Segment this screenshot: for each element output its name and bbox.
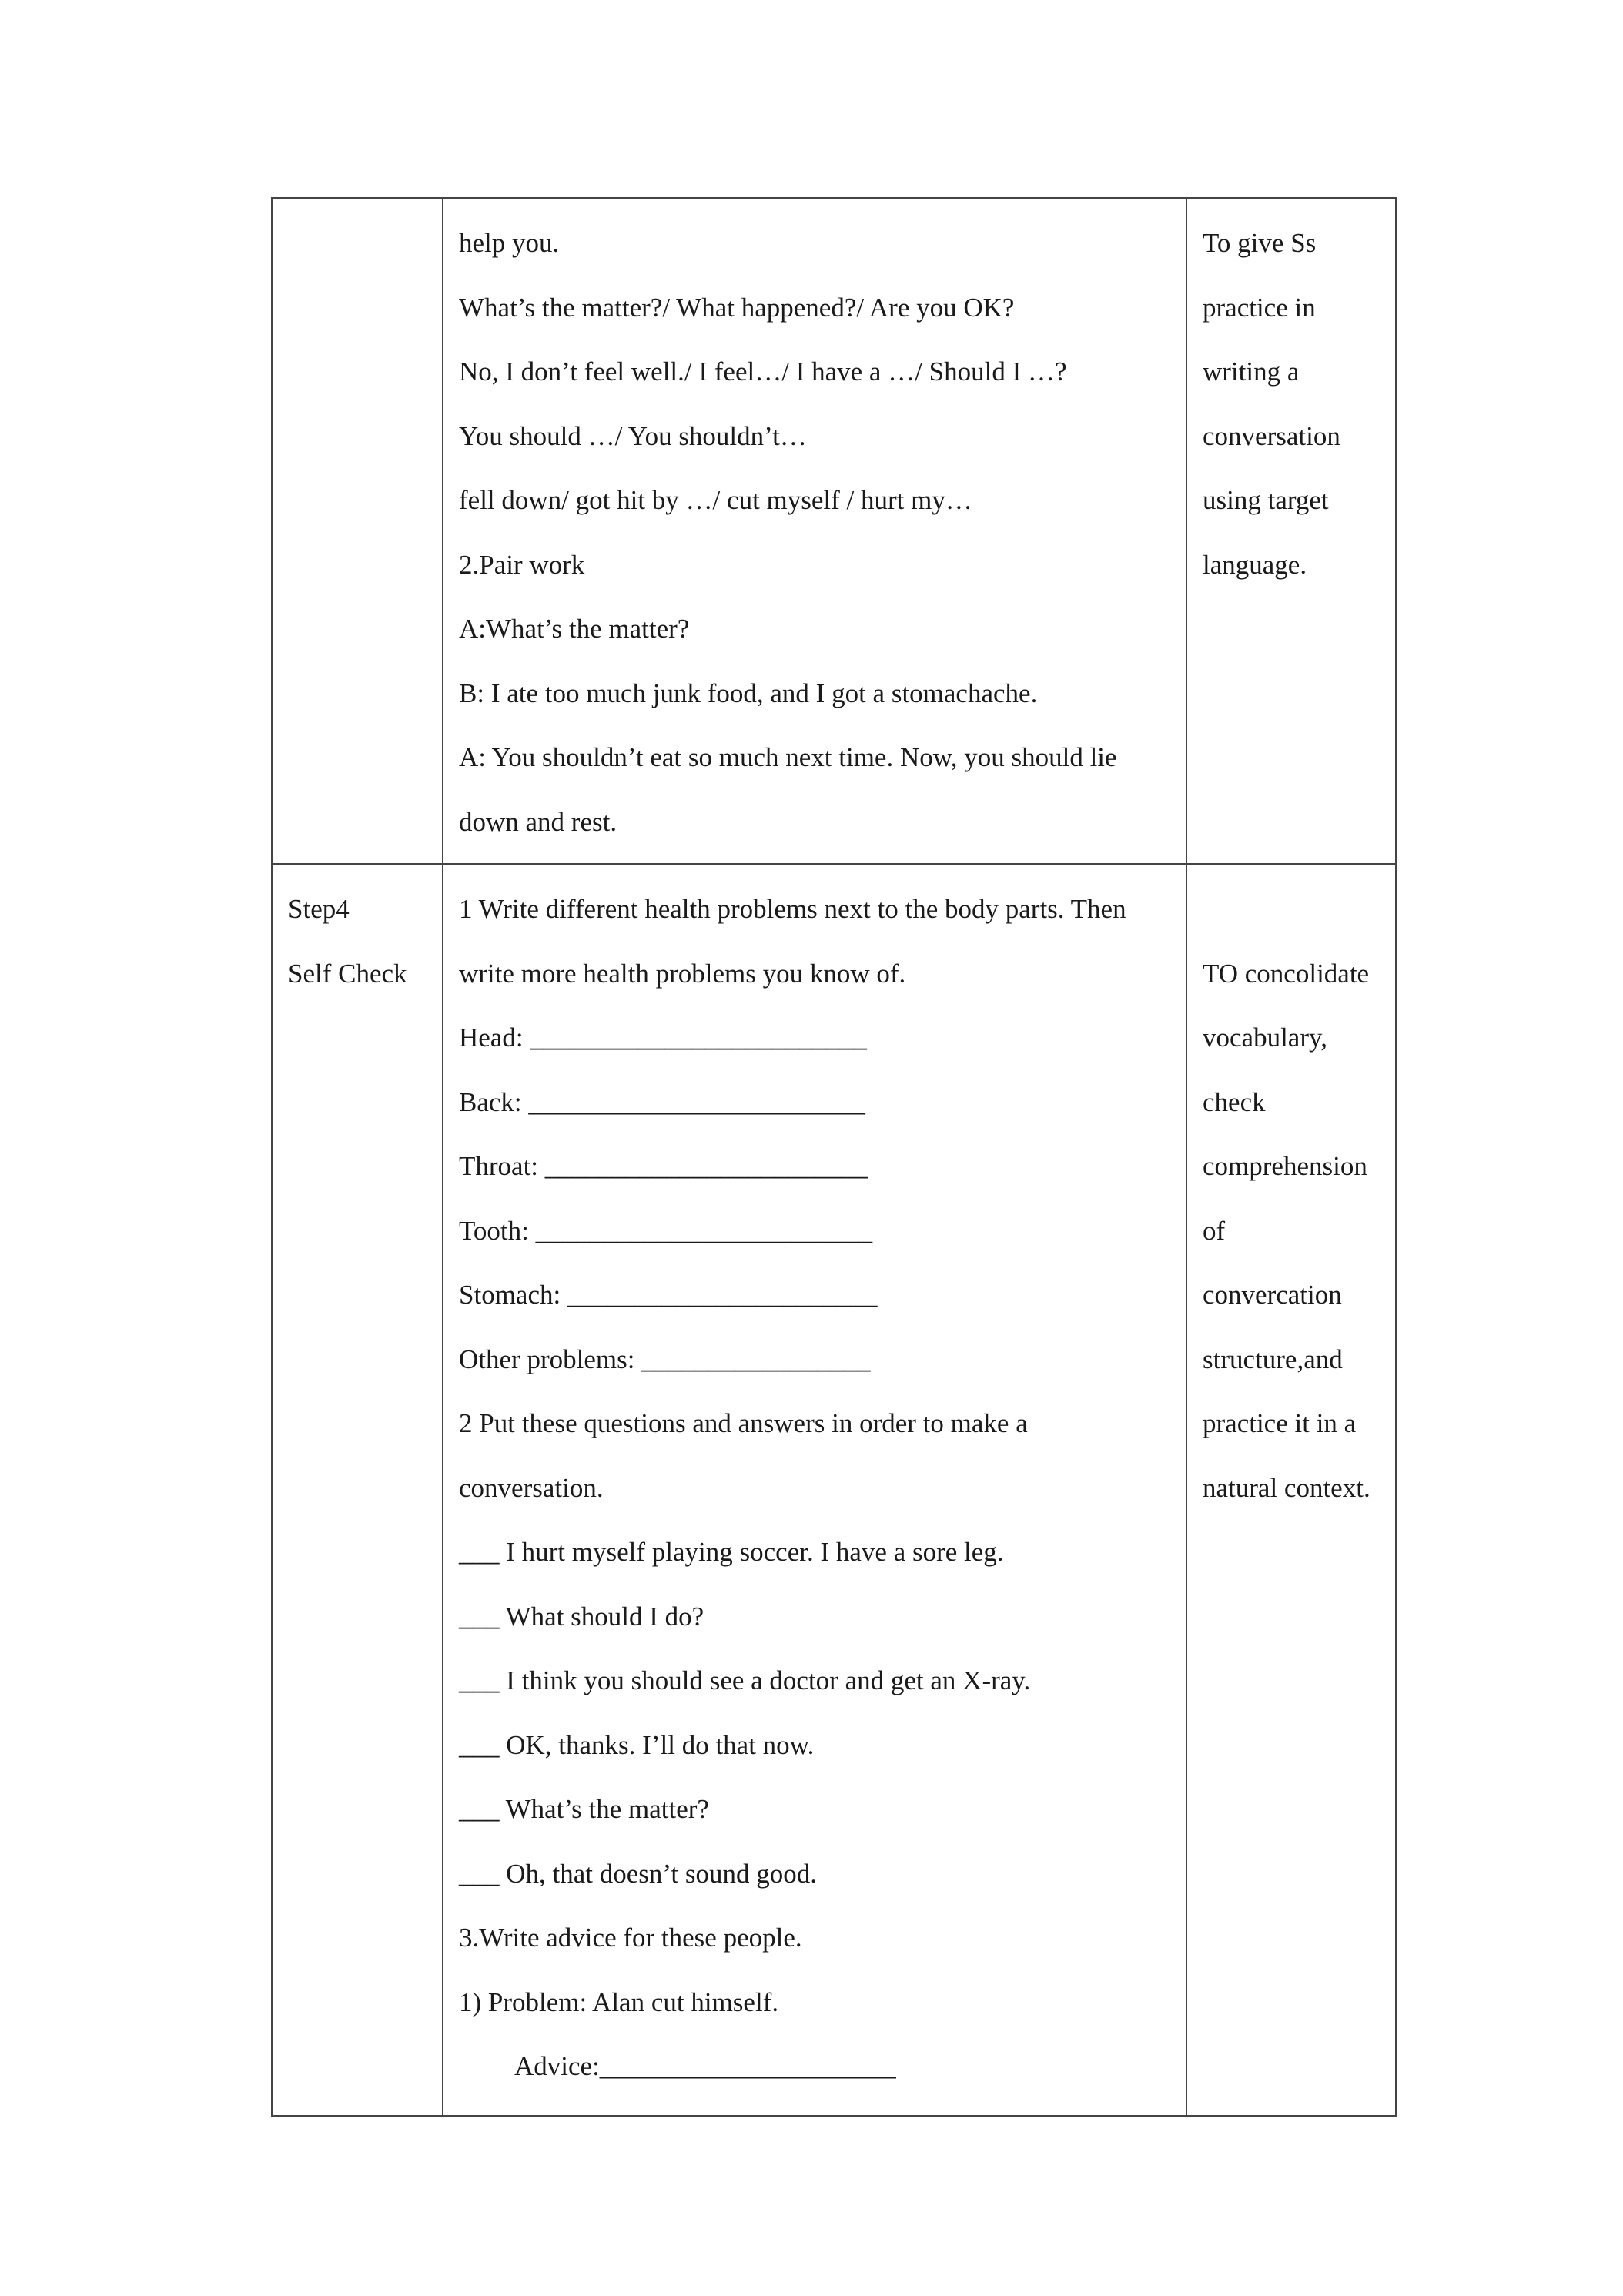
table-row	[272, 198, 1396, 864]
purpose-line: comprehension	[1203, 1151, 1367, 1181]
purpose-line: writing a	[1203, 356, 1300, 387]
step-cell	[272, 198, 443, 864]
content-line: Back: _________________________	[459, 1086, 865, 1117]
purpose-line: structure,and	[1203, 1344, 1343, 1374]
content-line: ___ What should I do?	[459, 1601, 704, 1632]
blank-line	[1203, 877, 1380, 942]
purpose-line: conversation	[1203, 420, 1340, 451]
content-line: What’s the matter?/ What happened?/ Are you OK?	[459, 292, 1015, 323]
purpose-line: To give Ss	[1203, 228, 1317, 258]
content-line: You should …/ You shouldn’t…	[459, 420, 807, 451]
content-line: Advice:______________________	[514, 2051, 896, 2081]
content-line: Stomach: _______________________	[459, 1280, 878, 1310]
content-line: 1) Problem: Alan cut himself.	[459, 1986, 779, 2017]
content-line: No, I don’t feel well./ I feel…/ I have a …/ Should I …?	[459, 356, 1067, 387]
content-line: ___ Oh, that doesn’t sound good.	[459, 1858, 818, 1889]
content-line: Throat: ________________________	[459, 1151, 868, 1181]
content-line: ___ I think you should see a doctor and get an X-ray.	[459, 1665, 1031, 1695]
step-title: Self Check	[288, 958, 407, 989]
content-line: Other problems: _________________	[459, 1344, 871, 1374]
purpose-line: of	[1203, 1215, 1226, 1246]
content-line: write more health problems you know of.	[459, 958, 906, 989]
purpose-line: check	[1203, 1086, 1266, 1117]
purpose-line: practice in	[1203, 292, 1316, 323]
purpose-line: using target	[1203, 485, 1329, 515]
content-line: B: I ate too much junk food, and I got a stomachache.	[459, 678, 1038, 708]
content-line: A:What’s the matter?	[459, 614, 690, 644]
content-line: fell down/ got hit by …/ cut myself / hurt my…	[459, 485, 972, 515]
content-line: ___ I hurt myself playing soccer. I have a sore leg.	[459, 1537, 1004, 1567]
content-line: 1 Write different health problems next to the body parts. Then	[459, 894, 1126, 924]
content-line: help you.	[459, 228, 560, 258]
content-line: 2 Put these questions and answers in order to make a	[459, 1408, 1028, 1438]
content-cell	[443, 864, 1186, 2116]
purpose-line: vocabulary,	[1203, 1022, 1327, 1053]
content-line: Tooth: _________________________	[459, 1215, 873, 1246]
content-line: Head: _________________________	[459, 1022, 867, 1053]
purpose-cell	[1186, 198, 1396, 864]
purpose-line: TO concolidate	[1203, 958, 1370, 989]
content-line: down and rest.	[459, 806, 617, 837]
purpose-line: convercation	[1203, 1280, 1342, 1310]
purpose-cell	[1186, 864, 1396, 2116]
content-line: ___ What’s the matter?	[459, 1794, 709, 1824]
content-line: A: You shouldn’t eat so much next time. Now, you should lie	[459, 742, 1117, 772]
content-cell	[443, 198, 1186, 864]
purpose-line: natural context.	[1203, 1472, 1370, 1503]
content-line: 3.Write advice for these people.	[459, 1923, 802, 1953]
content-line: 2.Pair work	[459, 549, 585, 580]
purpose-line: language.	[1203, 549, 1307, 580]
content-line: ___ OK, thanks. I’ll do that now.	[459, 1729, 815, 1760]
table-row	[272, 864, 1396, 2116]
step-cell	[272, 864, 443, 2116]
lesson-plan-table	[271, 197, 1397, 2117]
purpose-line: practice it in a	[1203, 1408, 1357, 1438]
step-label: Step4	[288, 894, 350, 924]
content-line: conversation.	[459, 1472, 604, 1503]
